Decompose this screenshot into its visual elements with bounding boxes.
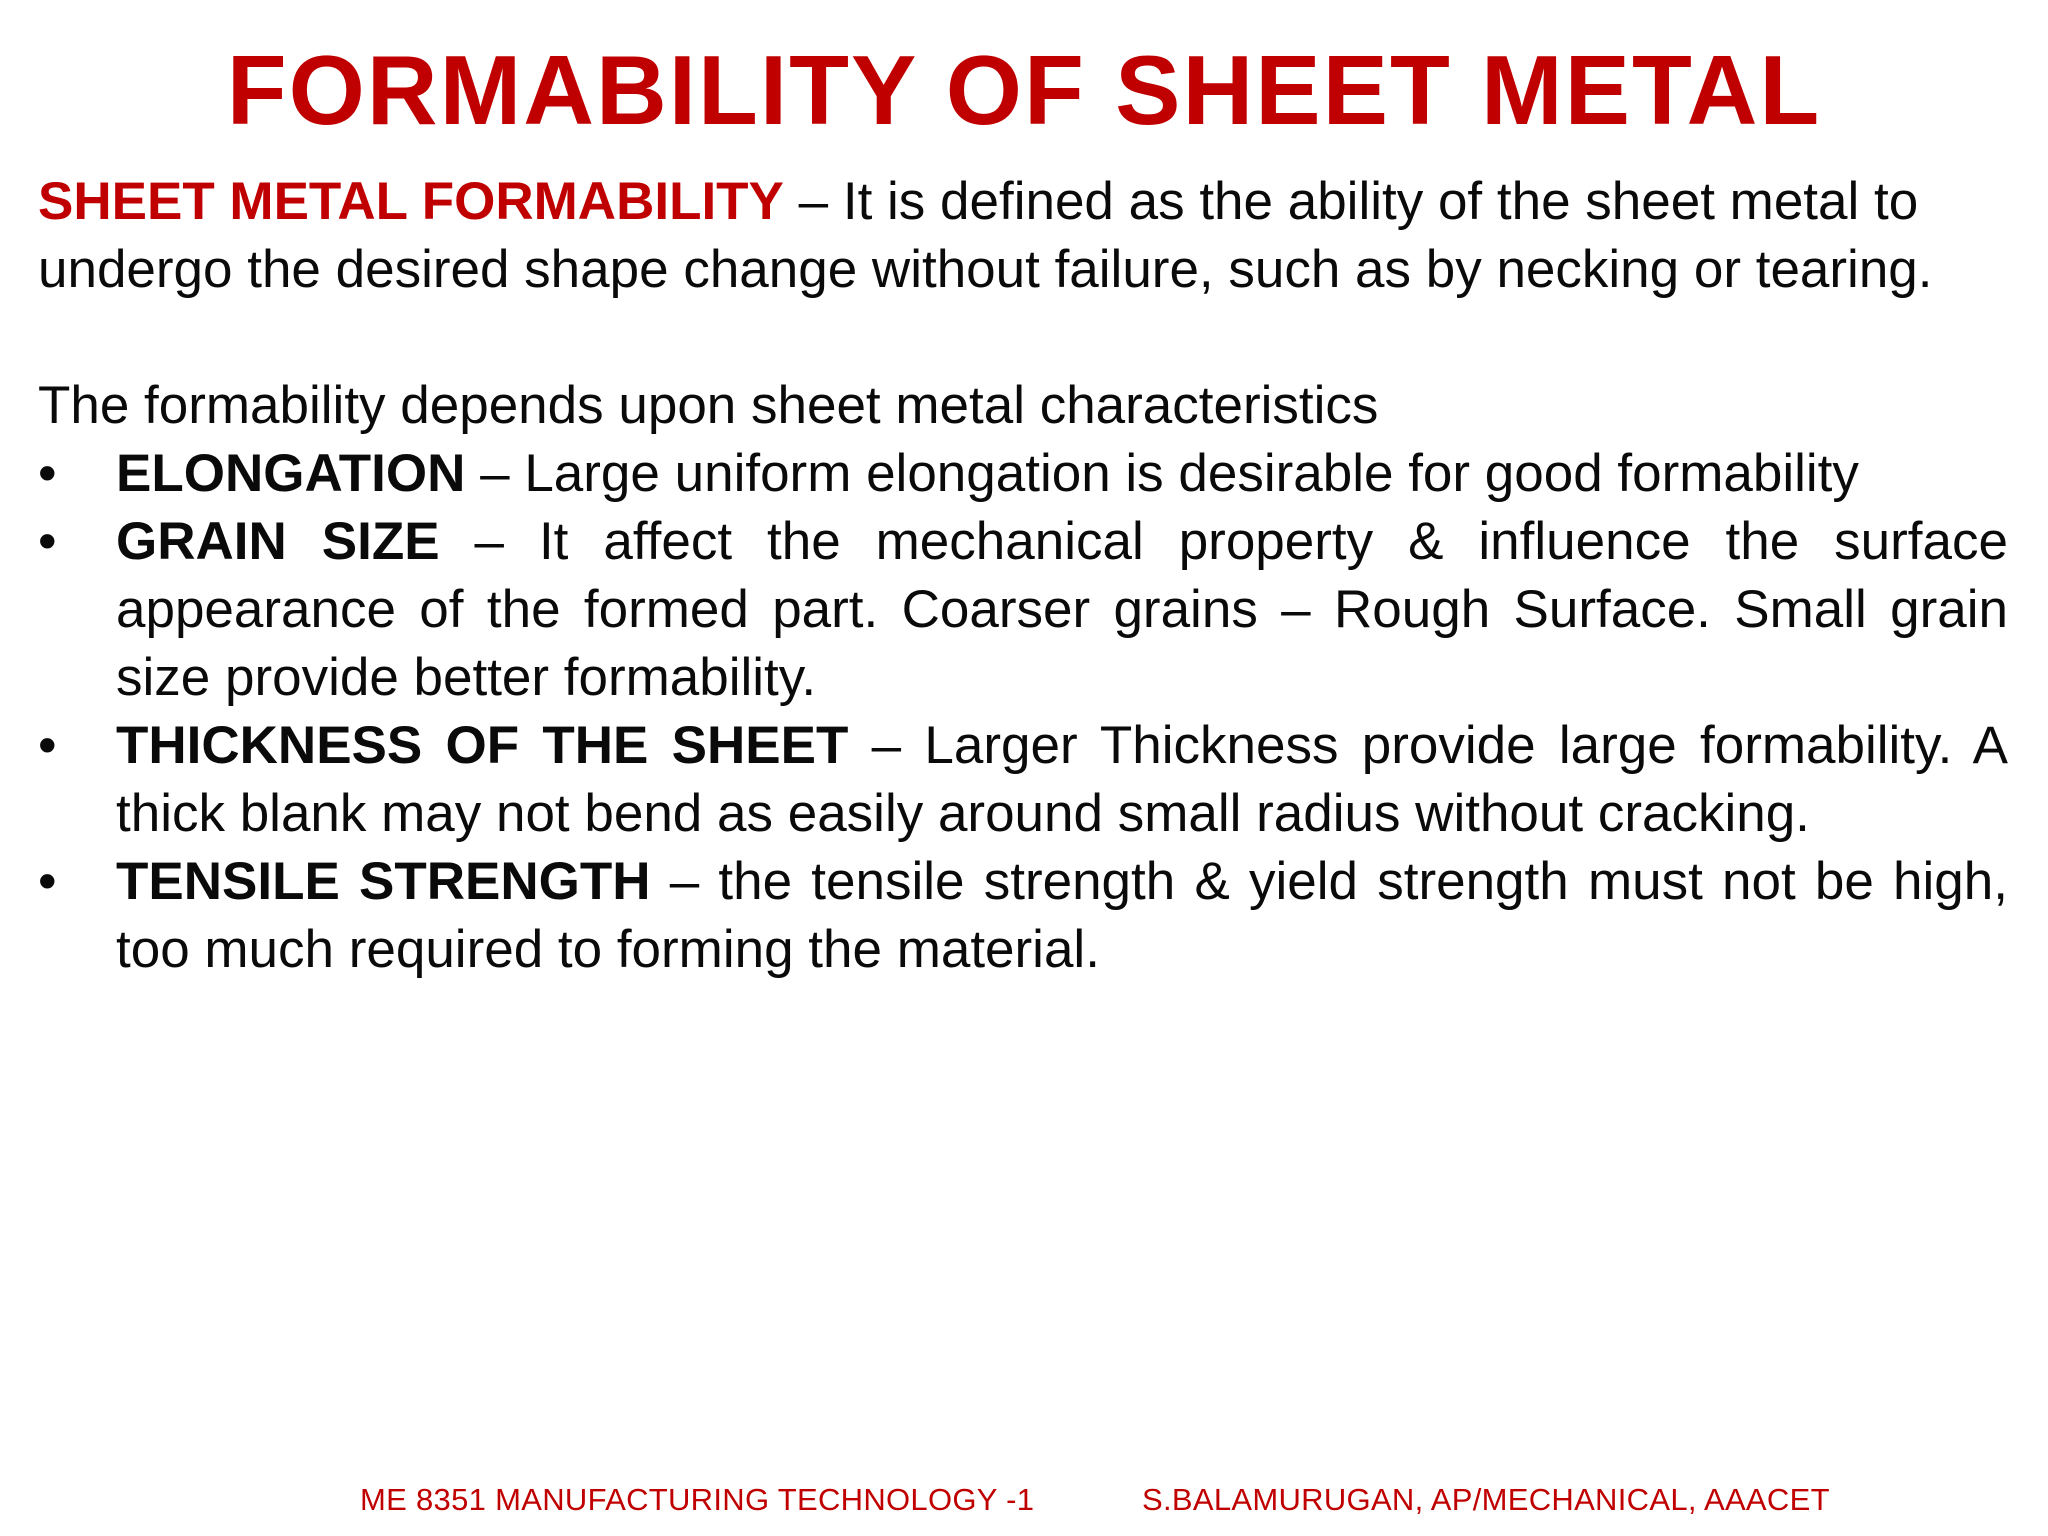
item-text: – Large uniform elongation is desirable for good formability [465,444,1859,503]
item-text: – Larger Thickness provide large formability. A thick blank may not bend as easily around small radius without cracking. [116,716,2008,843]
slide-title: FORMABILITY OF SHEET METAL [226,35,1822,145]
bullet-icon: • [38,716,57,775]
definition-term: SHEET METAL FORMABILITY [38,172,784,231]
list-item-thickness [38,712,2008,848]
footer-author: S.BALAMURUGAN, AP/MECHANICAL, AAACET [1142,1482,1830,1517]
item-term: THICKNESS OF THE SHEET [116,716,849,775]
slide-body [38,168,2008,984]
definition-text: – It is defined as the ability of the sheet metal to undergo the desired shape change without failure, such as by necking or tearing. [38,172,1933,299]
item-text: – the tensile strength & yield strength must not be high, too much required to forming the material. [116,852,2008,979]
intro-text: The formability depends upon sheet metal characteristics [38,376,1379,435]
footer-course: ME 8351 MANUFACTURING TECHNOLOGY -1 [360,1482,1035,1517]
paragraph-spacer [38,304,2008,372]
definition-paragraph [38,168,2008,304]
list-item-elongation [38,440,2008,508]
item-term: GRAIN SIZE [116,512,440,571]
item-term: TENSILE STRENGTH [116,852,651,911]
characteristics-list [38,440,2008,984]
item-text: – It affect the mechanical property & influence the surface appearance of the formed part. Coarser grains – Rough Surface. Small grain size provide better formability. [116,512,2008,707]
list-item-tensile-strength [38,848,2008,984]
item-term: ELONGATION [116,444,466,503]
bullet-icon: • [38,444,57,503]
bullet-icon: • [38,512,57,571]
list-item-grain-size [38,508,2008,712]
bullet-icon: • [38,852,57,911]
